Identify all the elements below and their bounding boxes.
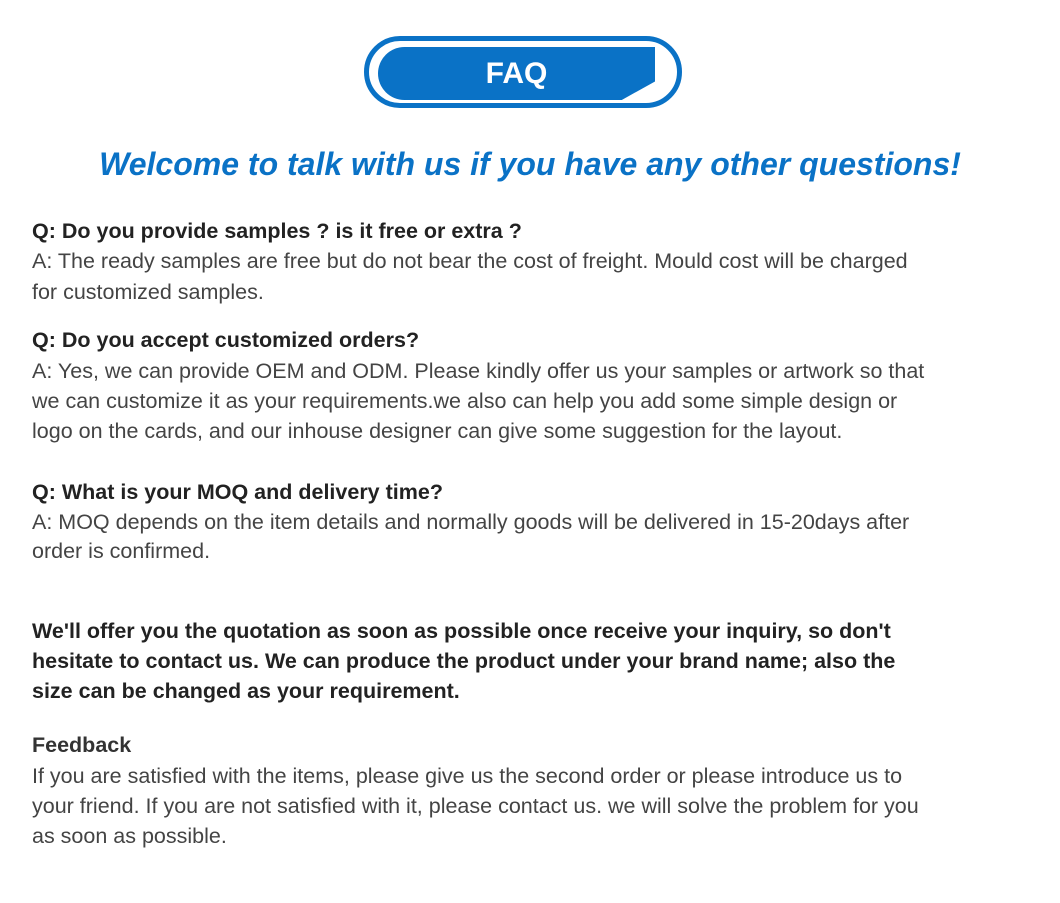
notice-line: We'll offer you the quotation as soon as possible once receive your inquiry, so don't [32,619,891,643]
faq-answer-3-line: A: MOQ depends on the item details and normally goods will be delivered in 15-20days after [32,510,910,534]
faq-badge-label: FAQ [485,57,548,90]
faq-question-3: Q: What is your MOQ and delivery time? [32,480,443,504]
feedback-title: Feedback [32,733,132,757]
faq-answer-2-line: A: Yes, we can provide OEM and ODM. Please kindly offer us your samples or artwork so that [32,359,925,383]
faq-answer-2-line: logo on the cards, and our inhouse designer can give some suggestion for the layout. [32,419,843,443]
feedback-line: your friend. If you are not satisfied with it, please contact us. we will solve the problem for you [32,794,919,818]
feedback-line: as soon as possible. [32,824,227,848]
faq-answer-3-line: order is confirmed. [32,539,211,563]
notice-line: hesitate to contact us. We can produce the product under your brand name; also the [32,649,896,673]
faq-answer-1-line: A: The ready samples are free but do not bear the cost of freight. Mould cost will be charged [32,249,908,273]
page-heading: Welcome to talk with us if you have any other questions! [99,146,961,182]
faq-question-2: Q: Do you accept customized orders? [32,328,420,352]
notice-line: size can be changed as your requirement. [32,679,460,703]
feedback-line: If you are satisfied with the items, please give us the second order or please introduce us to [32,764,903,788]
faq-answer-2-line: we can customize it as your requirements.we also can help you add some simple design or [32,389,898,413]
faq-answer-1-line: for customized samples. [32,280,264,304]
faq-question-1: Q: Do you provide samples ? is it free or extra ? [32,219,522,243]
